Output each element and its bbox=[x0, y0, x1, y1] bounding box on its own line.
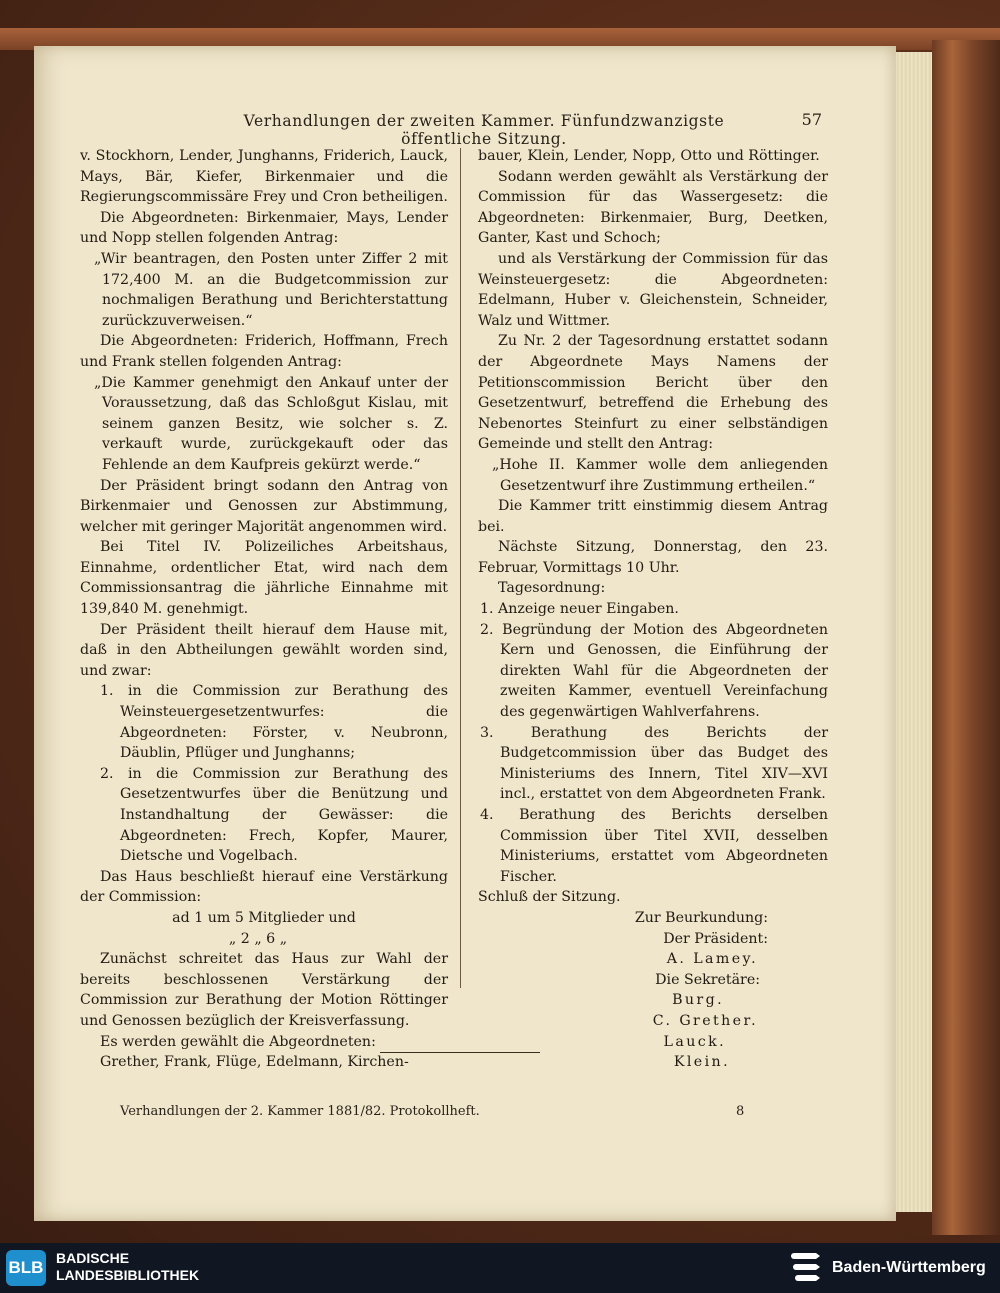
library-name-line1: BADISCHE bbox=[56, 1250, 130, 1266]
library-name[interactable] bbox=[56, 1250, 199, 1284]
secretary-name: Klein. bbox=[673, 1054, 730, 1071]
three-lions-crest-icon[interactable] bbox=[790, 1249, 824, 1285]
state-name[interactable]: Baden-Württemberg bbox=[832, 1259, 986, 1276]
quoted-motion: „Wir beantragen, den Posten unter Ziffer 2 mit 172,400 M. an die Budgetcommission zur nochmaligen Berathung und Berichterstattung zurückzuverweisen.“ bbox=[94, 250, 448, 329]
paragraph: Zu Nr. 2 der Tagesordnung erstattet sodann der Abgeordnete Mays Namens der Petitionscommission Bericht über den Gesetzentwurf, betreffend die Erhebung des Nebenortes Steinfurt zu einer selbständigen Gemeinde und stellt den Antrag: bbox=[478, 333, 828, 453]
paragraph: Das Haus beschließt hierauf eine Verstärkung der Commission: bbox=[80, 868, 448, 906]
list-item: 2. in die Commission zur Berathung des Gesetzentwurfes über die Benützung und Instandhaltung der Gewässer: die Abgeordneten: Frech, Kopfer, Maurer, Dietsche und Vogelbach. bbox=[100, 765, 448, 865]
paragraph: Die Kammer tritt einstimmig diesem Antrag bei. bbox=[478, 498, 828, 535]
president-label: Der Präsident: bbox=[663, 930, 768, 947]
secretaries-label: Die Sekretäre: bbox=[655, 971, 760, 988]
paragraph: v. Stockhorn, Lender, Junghanns, Friderich, Lauck, Mays, Bär, Kiefer, Birkenmaier und die Regierungscommissäre Frey und Cron betheiligen. bbox=[80, 148, 448, 206]
paragraph: und als Verstärkung der Commission für das Weinsteuergesetz: die Abgeordneten: Edelmann, Huber v. Gleichenstein, Schneider, Walz und Wittmer. bbox=[478, 250, 828, 329]
agenda-item: 1. Anzeige neuer Eingaben. bbox=[480, 601, 679, 618]
left-column bbox=[80, 146, 448, 1073]
paragraph: Der Präsident bringt sodann den Antrag von Birkenmaier und Genossen zur Abstimmung, welcher mit geringer Majorität angenommen wird. bbox=[80, 477, 448, 535]
paragraph: Es werden gewählt die Abgeordneten: bbox=[100, 1033, 376, 1050]
secretary-name: Lauck. bbox=[663, 1033, 726, 1050]
quoted-motion: „Die Kammer genehmigt den Ankauf unter der Voraussetzung, daß das Schloßgut Kislau, mit seinem ganzen Besitz, wie solcher s. Z. verkauft wurde, zurückgekauft oder das Fehlende an dem Kaufpreis gekürzt werde.“ bbox=[94, 374, 448, 473]
publication-footer: Verhandlungen der 2. Kammer 1881/82. Protokollheft. bbox=[120, 1104, 480, 1119]
list-item: 1. in die Commission zur Berathung des Weinsteuergesetzentwurfes: die Abgeordneten: Förster, v. Neubronn, Däublin, Pflüger und Junghanns; bbox=[100, 683, 448, 762]
paragraph: Die Abgeordneten: Friderich, Hoffmann, Frech und Frank stellen folgenden Antrag: bbox=[80, 333, 448, 370]
enumeration-line: ad 1 um 5 Mitglieder und bbox=[172, 909, 356, 926]
running-title: Verhandlungen der zweiten Kammer. Fünfundzwanzigste öffentliche Sitzung. bbox=[243, 112, 725, 148]
closing-line: Schluß der Sitzung. bbox=[478, 889, 621, 906]
page-header bbox=[34, 110, 896, 148]
certification-label: Zur Beurkundung: bbox=[634, 909, 768, 926]
agenda-heading: Tagesordnung: bbox=[498, 580, 606, 597]
signature-block bbox=[478, 908, 828, 1073]
paragraph: Der Präsident theilt hierauf dem Hause mit, daß in den Abtheilungen gewählt worden sind, und zwar: bbox=[80, 621, 448, 679]
book-cover-right bbox=[932, 40, 1000, 1235]
paragraph: Grether, Frank, Flüge, Edelmann, Kirchen- bbox=[100, 1054, 409, 1071]
page-stack-edge bbox=[896, 52, 932, 1212]
paragraph: Zunächst schreitet das Haus zur Wahl der bereits beschlossenen Verstärkung der Commission zur Berathung der Motion Röttinger und Genossen bezüglich der Kreisverfassung. bbox=[80, 951, 448, 1029]
right-column bbox=[478, 146, 828, 1073]
blb-logo-icon[interactable]: BLB bbox=[6, 1250, 46, 1286]
enumeration-line: „ 2 „ 6 „ bbox=[228, 930, 288, 947]
agenda-item: 3. Berathung des Berichts der Budgetcommission über das Budget des Ministeriums des Innern, Titel XIV—XVI incl., erstattet von dem Abgeordneten Frank. bbox=[480, 724, 828, 803]
page-number: 57 bbox=[801, 110, 822, 129]
paragraph: Die Abgeordneten: Birkenmaier, Mays, Lender und Nopp stellen folgenden Antrag: bbox=[80, 209, 448, 247]
column-divider bbox=[460, 148, 461, 988]
library-name-line2: LANDESBIBLIOTHEK bbox=[56, 1267, 200, 1283]
footer-rule bbox=[380, 1052, 540, 1053]
quoted-motion: „Hohe II. Kammer wolle dem anliegenden Gesetzentwurf ihre Zustimmung ertheilen.“ bbox=[492, 456, 828, 494]
agenda-item: 2. Begründung der Motion des Abgeordneten Kern und Genossen, die Einführung der direkten Wahl für die Abgeordneten der zweiten Kammer, eventuell Vereinfachung des gegenwärtigen Wahlverfahrens. bbox=[480, 621, 828, 721]
secretary-name: Burg. bbox=[672, 992, 724, 1009]
agenda-item: 4. Berathung des Berichts derselben Commission über Titel XVII, desselben Ministeriums, erstattet vom Abgeordneten Fischer. bbox=[480, 807, 828, 885]
paragraph: Bei Titel IV. Polizeiliches Arbeitshaus, Einnahme, ordentlicher Etat, wird nach dem Commissionsantrag die jährliche Einnahme mit 139,840 M. genehmigt. bbox=[80, 539, 448, 618]
secretary-name: C. Grether. bbox=[652, 1012, 758, 1029]
president-name: A. Lamey. bbox=[666, 951, 758, 968]
sheet-number: 8 bbox=[736, 1104, 745, 1119]
paragraph: Sodann werden gewählt als Verstärkung der Commission für das Wassergesetz: die Abgeordneten: Birkenmaier, Burg, Deetken, Ganter, Kast und Schoch; bbox=[478, 168, 828, 247]
paragraph: bauer, Klein, Lender, Nopp, Otto und Röttinger. bbox=[478, 148, 820, 164]
paragraph: Nächste Sitzung, Donnerstag, den 23. Februar, Vormittags 10 Uhr. bbox=[478, 539, 828, 576]
